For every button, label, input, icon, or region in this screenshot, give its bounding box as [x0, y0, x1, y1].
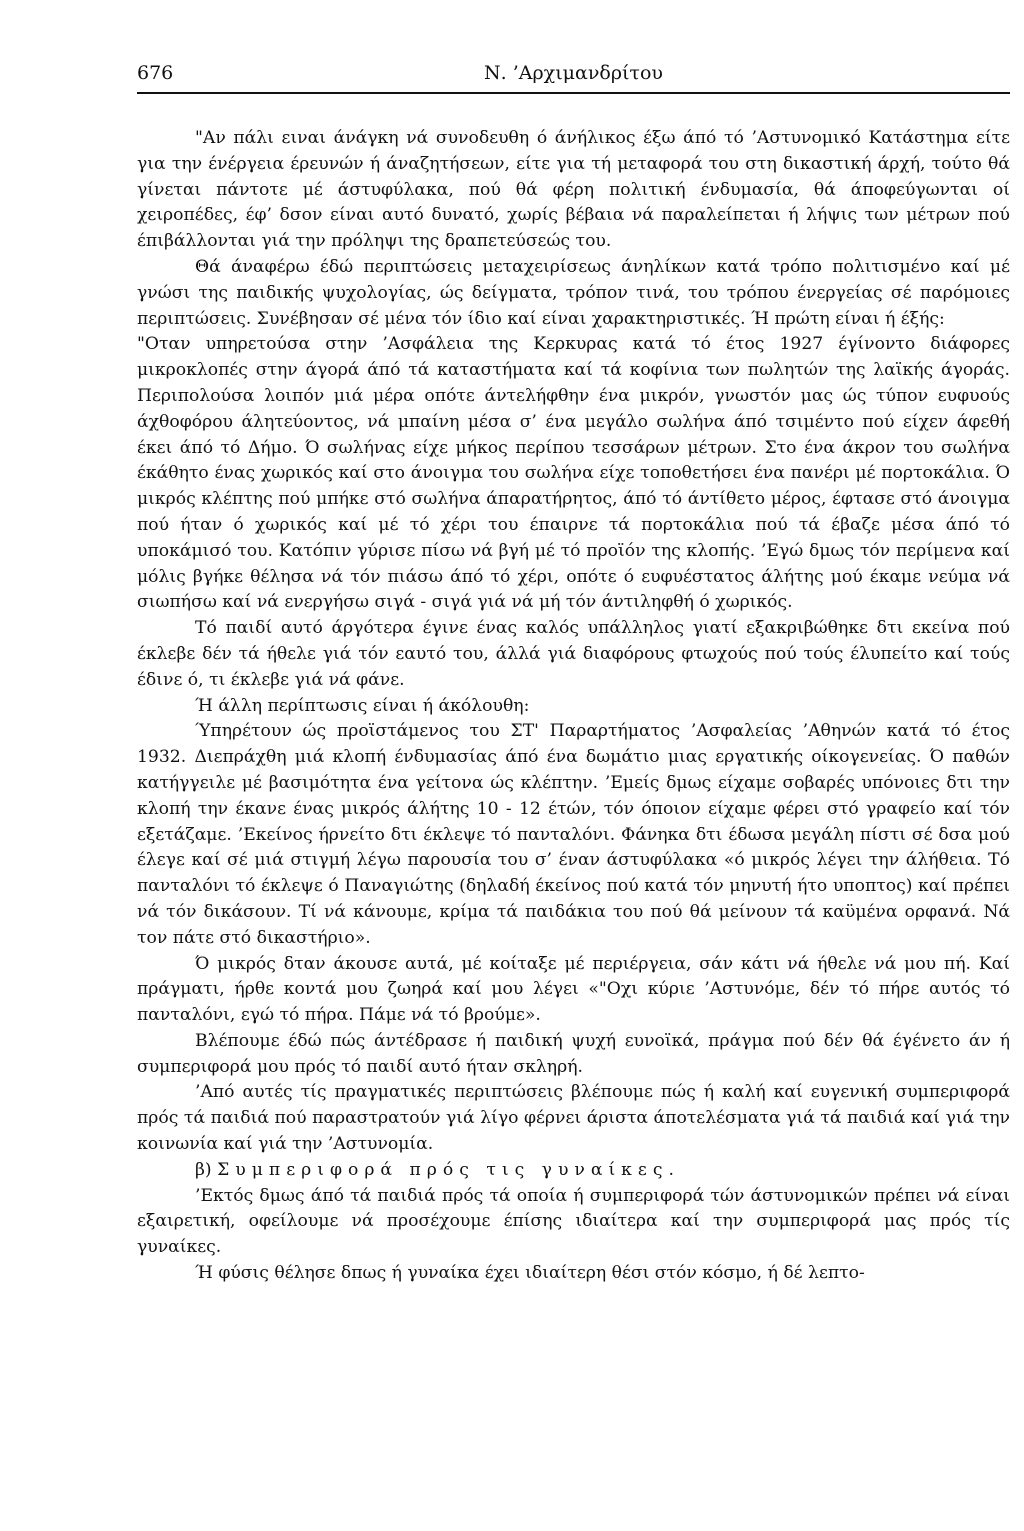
paragraph: Βλέπουμε έδώ πώς άντέδρασε ή παιδική ψυχή ευνοϊκά, πράγμα πού δέν θά έγένετο άν ή συμπεριφορά μου πρός τό παιδί αυτό ήταν σκληρή.	[137, 1030, 1010, 1077]
paragraph: "Αν πάλι ειναι άνάγκη νά συνοδευθη ό άνήλικος έξω άπό τό ’Αστυνομικό Κατάστημα είτε για την ένέργεια έρευνών ή άναζητήσεων, είτε για τή μεταφορά του στη δικαστική άρχή, τούτο θά γίνεται πάντοτε μέ άστυφύλακα, πού θά φέρη πολιτική ένδυμασία, θά άποφεύγωνται οί χειροπέδες, έφ’ δσον είναι αυτό δυνατό, χωρίς βέβαια νά παραλείπεται ή λήψις των μέτρων πού έπιβάλλονται γιά την πρόληψι της δραπετεύσεώς του.	[137, 128, 1010, 252]
section-marker: β)	[195, 1159, 212, 1180]
paragraph: ’Από αυτές τίς πραγματικές περιπτώσεις βλέπουμε πώς ή καλή καί ευγενική συμπεριφορά πρός τά παιδιά πού παραστρατούν γιά λίγο φέρνει άριστα άποτελέσματα γιά τά παιδιά καί γιά την κοινωνία καί γιά την ’Αστυνομία.	[137, 1082, 1010, 1155]
paragraph: Ή φύσις θέλησε δπως ή γυναίκα έχει ιδιαίτερη θέσι στόν κόσμο, ή δέ λεπτο-	[195, 1263, 865, 1284]
page-header	[137, 60, 1010, 86]
book-page	[137, 60, 1010, 1284]
header-rule	[137, 92, 1010, 94]
running-head: Ν. ’Αρχιμανδρίτου	[484, 62, 663, 84]
paragraph: ’Εκτός δμως άπό τά παιδιά πρός τά οποία ή συμπεριφορά τών άστυνομικών πρέπει νά είναι εξαιρετική, οφείλουμε νά προσέχουμε έπίσης ιδιαίτερα καί την συμπεριφορά μας πρός τίς γυναίκες.	[137, 1185, 1010, 1258]
paragraph: Θά άναφέρω έδώ περιπτώσεις μεταχειρίσεως άνηλίκων κατά τρόπο πολιτισμένο καί μέ γνώσι της παιδικής ψυχολογίας, ώς δείγματα, τρόπον τινά, του τρόπου ένεργείας σέ παρόμοιες περιπτώσεις. Συνέβησαν σέ μένα τόν ίδιο καί είναι χαρακτηριστικές. Ή πρώτη είναι ή έξής:	[137, 256, 1010, 329]
paragraph: Ή άλλη περίπτωσις είναι ή άκόλουθη:	[195, 695, 530, 716]
paragraph: Ό μικρός δταν άκουσε αυτά, μέ κοίταξε μέ περιέργεια, σάν κάτι νά ήθελε νά μου πή. Καί πράγματι, ήρθε κοντά μου ζωηρά καί μου λέγει «"Οχι κύριε ’Αστυνόμε, δέν τό πήρε αυτός τό πανταλόνι, εγώ τό πήρα. Πάμε νά τό βρούμε».	[137, 953, 1010, 1026]
section-heading	[137, 1158, 1010, 1184]
body-text	[137, 126, 1010, 1287]
paragraph: "Οταν υπηρετούσα στην ’Ασφάλεια της Κερκυρας κατά τό έτος 1927 έγίνοντο διάφορες μικροκλοπές στην άγορά άπό τά καταστήματα καί τά κοφίνια των πωλητών της λαϊκής άγοράς. Περιπολούσα λοιπόν μιά μέρα οπότε άντελήφθην ένα μικρόν, γνωστόν μας ώς τύπον ευφυούς άχθοφόρου άλητεύοντος, νά μπαίνη μέσα σ’ ένα μεγάλο σωλήνα άπό τσιμέντο πού είχεν άφεθή έκει άπό τό Δήμο. Ό σωλήνας είχε μήκος περίπου τεσσάρων μέτρων. Στο ένα άκρον του σωλήνα έκάθητο ένας χωρικός καί στο άνοιγμα του σωλήνα είχε τοποθετήσει ένα πανέρι μέ πορτοκάλια. Ό μικρός κλέπτης πού μπήκε στό σωλήνα άπαρατήρητος, άπό τό άντίθετο μέρος, έφτασε στό άνοιγμα πού ήταν ό χωρικός καί μέ τό χέρι του έπαιρνε τά πορτοκάλια πού τά έβαζε μέσα άπό τό υποκάμισό του. Κατόπιν γύρισε πίσω νά βγή μέ τό προϊόν της κλοπής. ’Εγώ δμως τόν περίμενα καί μόλις βγήκε θέλησα νά τόν πιάσω άπό τό χέρι, οπότε ό ευφυέστατος άλήτης μού έκαμε νεύμα νά σιωπήσω καί νά ενεργήσω σιγά - σιγά γιά νά μή τόν άντιληφθή ό χωρικός.	[137, 334, 1010, 613]
paragraph: Ύπηρέτουν ώς προϊστάμενος του ΣΤ' Παραρτήματος ’Ασφαλείας ’Αθηνών κατά τό έτος 1932. Διεπράχθη μιά κλοπή ένδυμασίας άπό ένα δωμάτιο μιας εργατικής οίκογενείας. Ό παθών κατήγγειλε μέ βασιμότητα ένα γείτονα ώς κλέπτην. ’Εμείς δμως είχαμε σοβαρές υπόνοιες δτι την κλοπή την έκανε ένας μικρός άλήτης 10 - 12 έτών, τόν όποιον είχαμε φέρει στό γραφείο καί τόν εξετάζαμε. ’Εκείνος ήρνείτο δτι έκλεψε τό πανταλόνι. Φάνηκα δτι έδωσα μεγάλη πίστι σέ δσα μού έλεγε καί σέ μιά στιγμή λέγω παρουσία του σ’ έναν άστυφύλακα «ό μικρός λέγει την άλήθεια. Τό πανταλόνι τό έκλεψε ό Παναγιώτης (δηλαδή έκείνος πού κατά τόν μηνυτή ήτο υποπτος) καί πρέπει νά τόν δικάσουν. Τί νά κάνουμε, κρίμα τά παιδάκια του πού θά μείνουν τά καϋμένα ορφανά. Νά τον πάτε στό δικαστήριο».	[137, 721, 1010, 948]
section-title: Συμπεριφορά πρός τις γυναίκες.	[217, 1159, 680, 1180]
paragraph: Τό παιδί αυτό άργότερα έγινε ένας καλός υπάλληλος γιατί εξακριβώθηκε δτι εκείνα πού έκλεβε δέν τά ήθελε γιά τόν εαυτό του, άλλά γιά διαφόρους φτωχούς πού τούς έλυπείτο καί τούς έδινε ό, τι έκλεβε γιά νά φάνε.	[137, 618, 1010, 690]
page-number: 676	[137, 62, 174, 84]
